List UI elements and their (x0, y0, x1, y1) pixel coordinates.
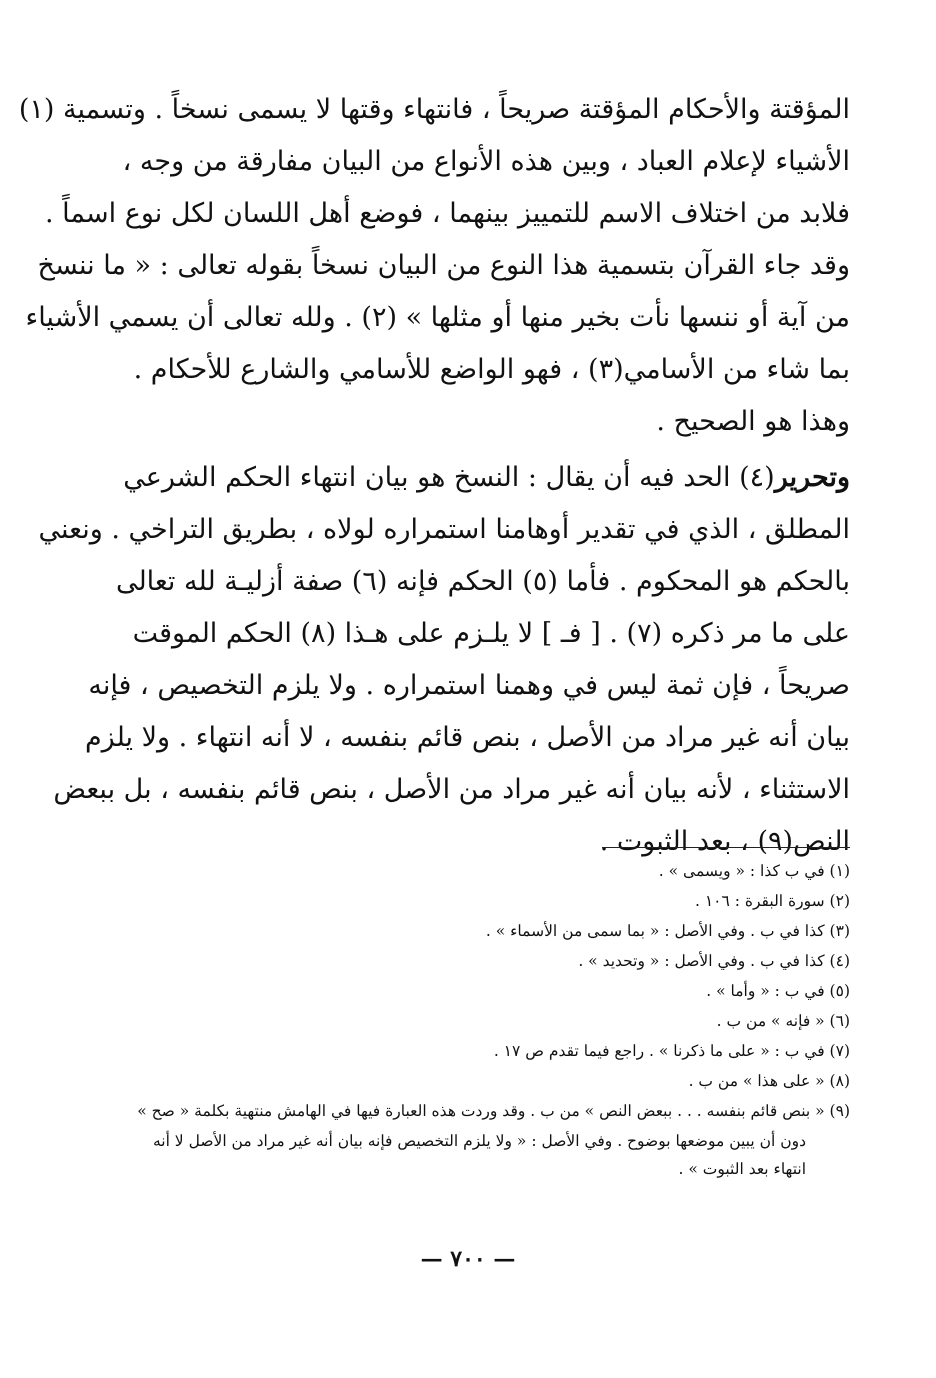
text-line (84, 452, 850, 504)
footnote-item: (٥) في ب : « وأما » . (706, 982, 850, 1000)
text-line: الأشياء لإعلام العباد ، وبين هذه الأنواع من البيان مفارقة من وجه ، (122, 146, 850, 177)
footnote-item: (٦) « فإنه » من ب . (716, 1012, 850, 1030)
text-line: بيان أنه غير مراد من الأصل ، بنص قائم بنفسه ، لا أنه انتهاء . ولا يلزم (84, 722, 850, 753)
text-line-rest: (٤) الحد فيه أن يقال : النسخ هو بيان انتهاء الحكم الشرعي (123, 462, 775, 493)
text-line: صريحاً ، فإن ثمة ليس في وهمنا استمراره . ولا يلزم التخصيص ، فإنه (88, 670, 850, 701)
text-line: على ما مر ذكره (٧) . [ فـ ] لا يلـزم على هـذا (٨) الحكم الموقت (132, 618, 850, 649)
text-line: من آية أو ننسها نأت بخير منها أو مثلها » (٢) . ولله تعالى أن يسمي الأشياء (25, 302, 850, 333)
text-line: بالحكم هو المحكوم . فأما (٥) الحكم فإنه (٦) صفة أزليـة لله تعالى (115, 566, 850, 597)
text-line: المطلق ، الذي في تقدير أوهامنا استمراره لولاه ، بطريق التراخي . ونعني (38, 514, 850, 545)
text-line: وقد جاء القرآن بتسمية هذا النوع من البيان نسخاً بقوله تعالى : « ما ننسخ (37, 250, 850, 281)
text-line: بما شاء من الأسامي(٣) ، فهو الواضع للأسامي والشارع للأحكام . (133, 354, 850, 385)
page-number: — ٧٠٠ — (420, 1246, 516, 1272)
text-line: فلابد من اختلاف الاسم للتمييز بينهما ، فوضع أهل اللسان لكل نوع اسماً . (45, 198, 850, 229)
paragraph-2 (38, 452, 850, 868)
footnote-item: (٣) كذا في ب . وفي الأصل : « بما سمى من الأسماء » . (485, 922, 850, 940)
text-line: المؤقتة والأحكام المؤقتة صريحاً ، فانتهاء وقتها لا يسمى نسخاً . وتسمية (١) (18, 94, 850, 125)
footnote-item: (٢) سورة البقرة : ١٠٦ . (694, 892, 850, 910)
footnote-continuation: دون أن يبين موضعها بوضوح . وفي الأصل : « ولا يلزم التخصيص فإنه بيان أنه غير مراد من الأصل لا أنه (152, 1132, 806, 1150)
footnotes (70, 856, 850, 1182)
footnote-item: (١) في ب كذا : « ويسمى » . (658, 862, 850, 880)
footnote-divider (602, 847, 850, 848)
footnote-item: (٨) « على هذا » من ب . (688, 1072, 850, 1090)
footnote-continuation: انتهاء بعد الثبوت » . (678, 1160, 806, 1178)
text-line: الاستثناء ، لأنه بيان أنه غير مراد من الأصل ، بنص قائم بنفسه ، بل ببعض (53, 774, 850, 805)
paragraph-1 (18, 84, 850, 448)
footnote-item: (٤) كذا في ب . وفي الأصل : « وتحديد » . (578, 952, 850, 970)
footnote-item: (٧) في ب : « على ما ذكرنا » . راجع فيما تقدم ص ١٧ . (493, 1042, 850, 1060)
text-line: النص(٩) ، بعد الثبوت . (599, 826, 850, 857)
heading-word: وتحرير (774, 462, 850, 493)
footnote-item: (٩) « بنص قائم بنفسه . . . ببعض النص » من ب . وقد وردت هذه العبارة فيها في الهامش منتهية بكلمة « صح » (137, 1102, 850, 1120)
text-line: وهذا هو الصحيح . (656, 406, 850, 437)
